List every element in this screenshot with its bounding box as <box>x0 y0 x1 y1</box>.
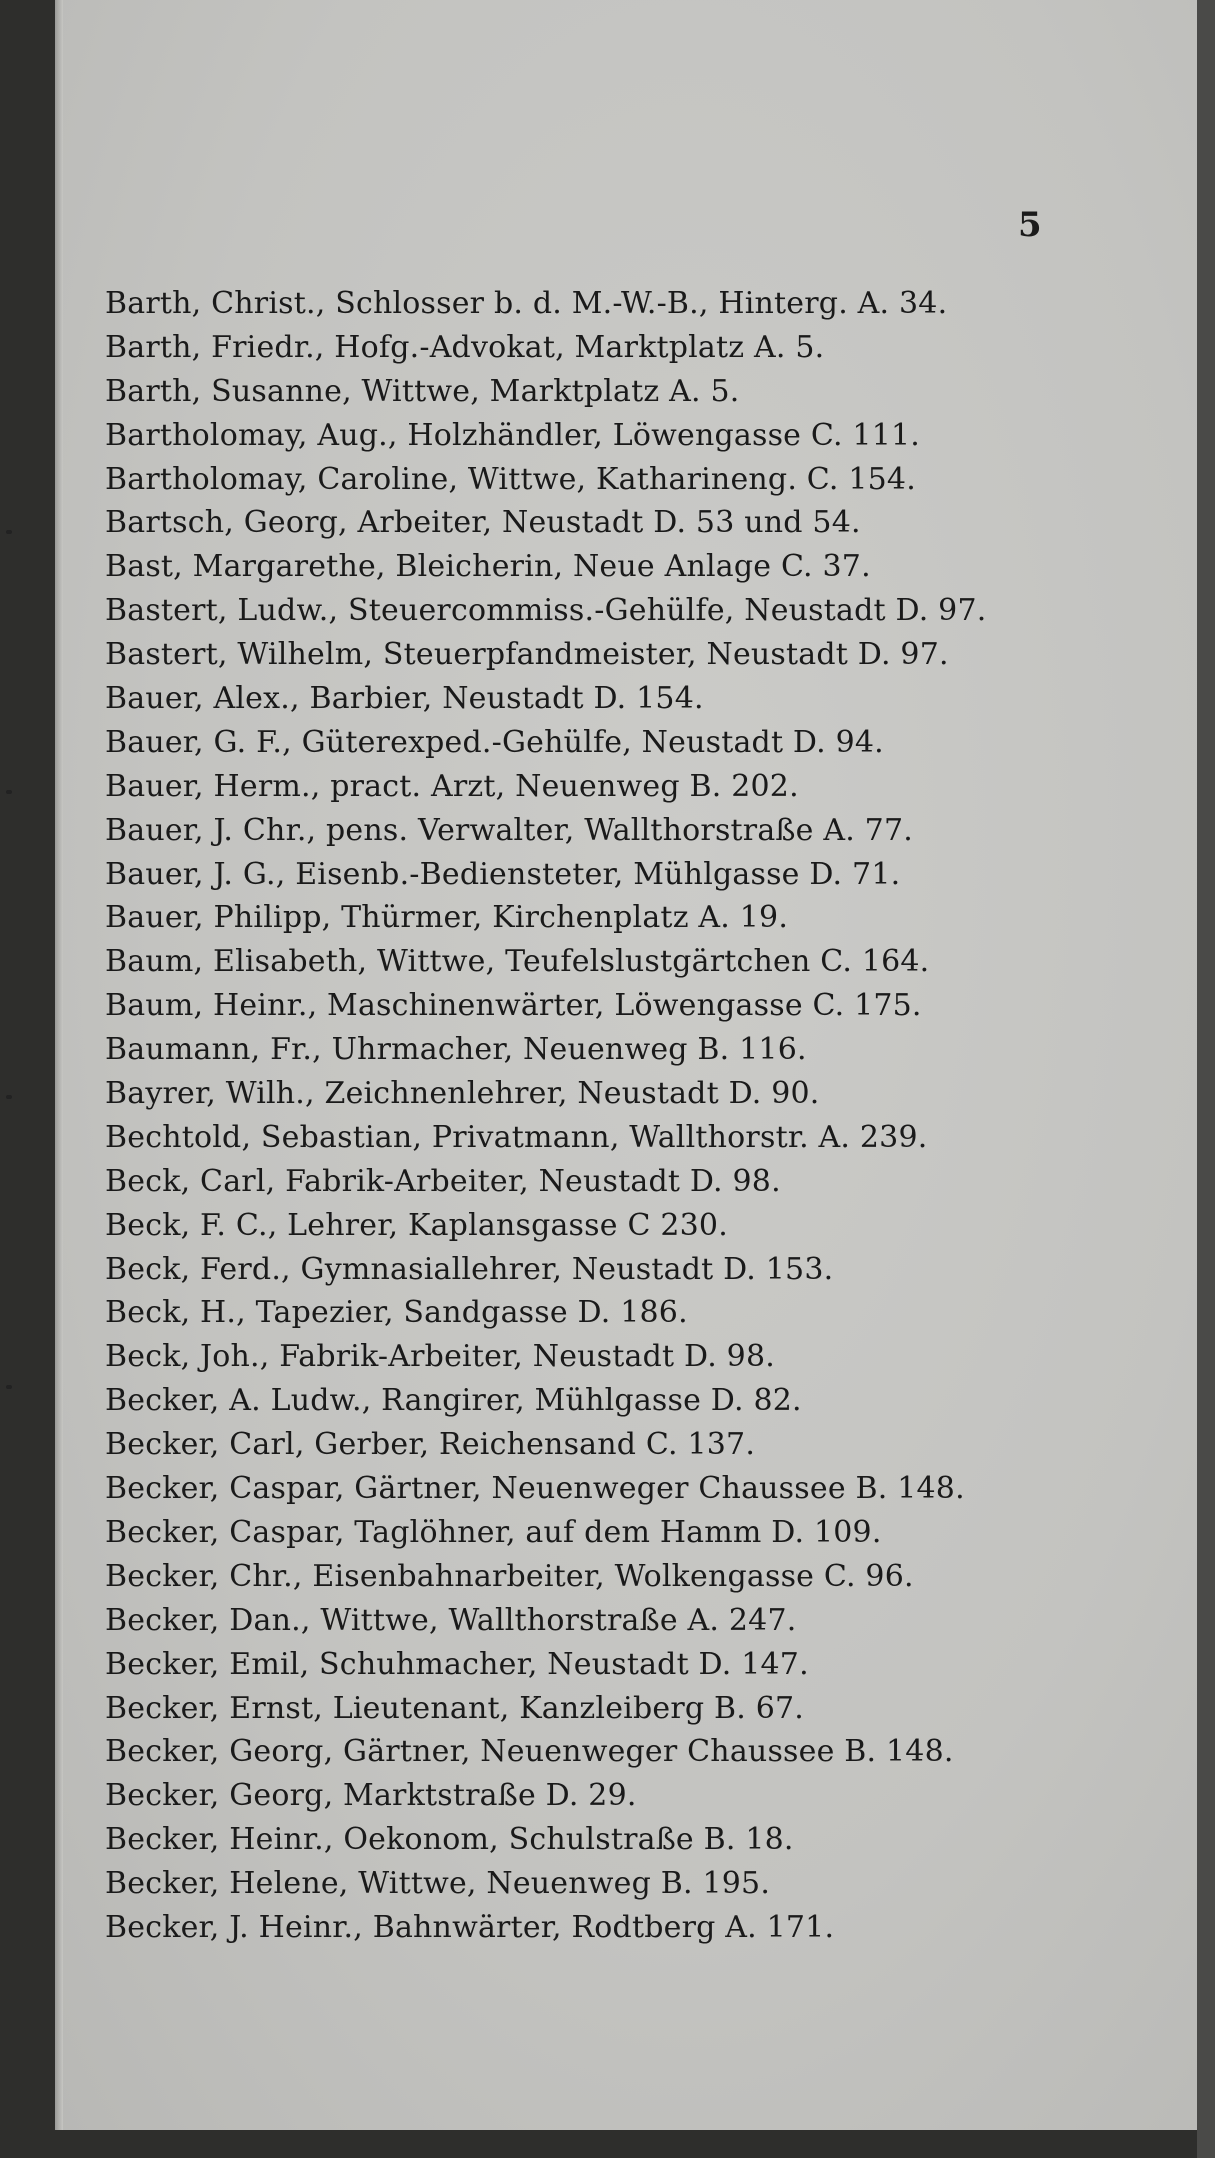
directory-entry: Becker, Heinr., Oekonom, Schulstraße B. 18. <box>105 1822 794 1858</box>
scan-edge <box>1197 0 1215 2158</box>
directory-entry: Becker, Emil, Schuhmacher, Neustadt D. 147. <box>105 1646 809 1682</box>
directory-entry: Bastert, Wilhelm, Steuerpfandmeister, Neustadt D. 97. <box>105 637 949 673</box>
margin-mark <box>6 1385 12 1389</box>
directory-entry: Becker, Caspar, Taglöhner, auf dem Hamm D. 109. <box>105 1514 882 1550</box>
directory-entry: Bartholomay, Aug., Holzhändler, Löwengasse C. 111. <box>105 417 921 453</box>
margin-mark <box>6 530 12 534</box>
directory-entry: Bastert, Ludw., Steuercommiss.-Gehülfe, Neustadt D. 97. <box>105 593 987 629</box>
directory-entry: Barth, Christ., Schlosser b. d. M.-W.-B., Hinterg. A. 34. <box>105 286 948 321</box>
directory-entry: Barth, Friedr., Hofg.-Advokat, Marktplatz A. 5. <box>105 329 825 365</box>
directory-entry: Becker, Caspar, Gärtner, Neuenweger Chaussee B. 148. <box>105 1471 965 1507</box>
directory-entry: Becker, Carl, Gerber, Reichensand C. 137. <box>105 1427 756 1463</box>
directory-entry: Beck, Carl, Fabrik-Arbeiter, Neustadt D. 98. <box>105 1163 781 1199</box>
directory-entry: Baum, Heinr., Maschinenwärter, Löwengasse C. 175. <box>105 988 922 1024</box>
directory-entry: Baumann, Fr., Uhrmacher, Neuenweg B. 116. <box>105 1032 807 1068</box>
directory-entry: Beck, Joh., Fabrik-Arbeiter, Neustadt D. 98. <box>105 1339 775 1375</box>
page-number: 5 <box>1018 205 1042 245</box>
directory-entry: Bechtold, Sebastian, Privatmann, Wallthorstr. A. 239. <box>105 1119 928 1155</box>
directory-entry: Beck, F. C., Lehrer, Kaplansgasse C 230. <box>105 1207 728 1243</box>
directory-entry: Bauer, J. G., Eisenb.-Bediensteter, Mühlgasse D. 71. <box>105 856 901 892</box>
directory-entry: Becker, Dan., Wittwe, Wallthorstraße A. 247. <box>105 1602 797 1638</box>
directory-entry: Becker, Chr., Eisenbahnarbeiter, Wolkengasse C. 96. <box>105 1558 914 1594</box>
directory-entry: Bauer, G. F., Güterexped.-Gehülfe, Neustadt D. 94. <box>105 724 884 760</box>
directory-entry: Becker, Georg, Marktstraße D. 29. <box>105 1778 637 1814</box>
directory-entry: Baum, Elisabeth, Wittwe, Teufelslustgärtchen C. 164. <box>105 944 930 980</box>
margin-mark <box>6 1095 12 1099</box>
directory-entry: Becker, Helene, Wittwe, Neuenweg B. 195. <box>105 1866 771 1902</box>
directory-entry: Becker, Ernst, Lieutenant, Kanzleiberg B. 67. <box>105 1690 805 1726</box>
directory-entry: Becker, Georg, Gärtner, Neuenweger Chaussee B. 148. <box>105 1734 954 1770</box>
page-gutter <box>55 0 63 2130</box>
directory-entry: Bauer, Alex., Barbier, Neustadt D. 154. <box>105 681 704 717</box>
directory-entry: Barth, Susanne, Wittwe, Marktplatz A. 5. <box>105 373 740 409</box>
margin-mark <box>6 790 12 794</box>
directory-entry: Bartsch, Georg, Arbeiter, Neustadt D. 53 und 54. <box>105 505 861 541</box>
directory-entry: Bauer, Philipp, Thürmer, Kirchenplatz A. 19. <box>105 900 789 936</box>
directory-entry: Bayrer, Wilh., Zeichnenlehrer, Neustadt D. 90. <box>105 1076 820 1112</box>
directory-entries-list <box>105 282 1065 1950</box>
directory-entry: Bauer, J. Chr., pens. Verwalter, Wallthorstraße A. 77. <box>105 812 913 848</box>
directory-entry: Beck, Ferd., Gymnasiallehrer, Neustadt D. 153. <box>105 1251 834 1287</box>
directory-entry: Becker, J. Heinr., Bahnwärter, Rodtberg A. 171. <box>105 1909 835 1945</box>
directory-entry: Beck, H., Tapezier, Sandgasse D. 186. <box>105 1295 688 1331</box>
directory-entry: Becker, A. Ludw., Rangirer, Mühlgasse D. 82. <box>105 1383 802 1419</box>
directory-entry: Bartholomay, Caroline, Wittwe, Katharineng. C. 154. <box>105 461 916 497</box>
directory-entry: Bast, Margarethe, Bleicherin, Neue Anlage C. 37. <box>105 549 871 585</box>
directory-entry: Bauer, Herm., pract. Arzt, Neuenweg B. 202. <box>105 768 799 804</box>
